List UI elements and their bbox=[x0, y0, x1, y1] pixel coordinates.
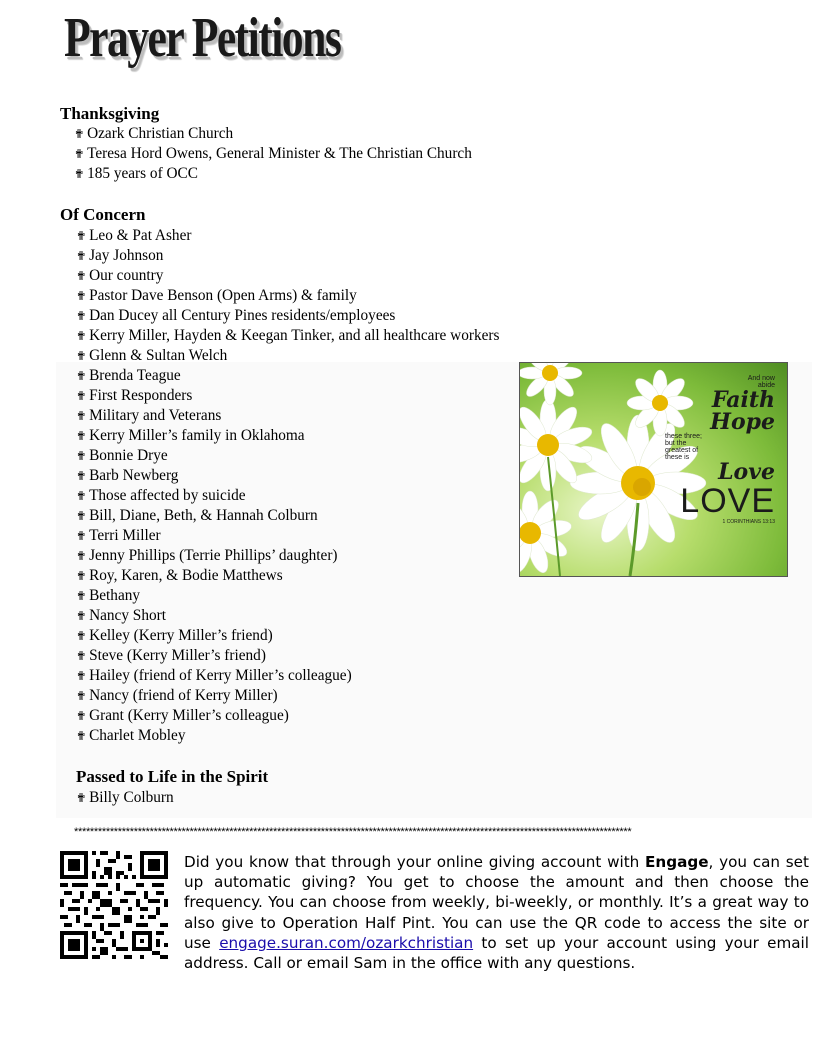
cross-icon: ✟ bbox=[76, 449, 87, 463]
list-item: ✟ Glenn & Sultan Welch bbox=[76, 347, 228, 364]
cross-icon: ✟ bbox=[76, 329, 87, 343]
list-item: ✟ Billy Colburn bbox=[76, 789, 174, 806]
list-item: ✟ Kerry Miller, Hayden & Keegan Tinker, and all healthcare workers bbox=[76, 327, 500, 344]
cross-icon: ✟ bbox=[76, 729, 87, 743]
passed-heading: Passed to Life in the Spirit bbox=[76, 767, 269, 786]
list-item: ✟ Brenda Teague bbox=[76, 367, 181, 384]
list-item: ✟ Teresa Hord Owens, General Minister & The Christian Church bbox=[74, 145, 472, 162]
list-item: ✟ Pastor Dave Benson (Open Arms) & family bbox=[76, 287, 357, 304]
list-item: ✟ Military and Veterans bbox=[76, 407, 222, 424]
list-item: ✟ Terri Miller bbox=[76, 527, 161, 544]
daisy-verse-image bbox=[519, 362, 788, 577]
engage-brand: Engage bbox=[645, 853, 709, 871]
cross-icon: ✟ bbox=[76, 791, 87, 805]
cross-icon: ✟ bbox=[76, 289, 87, 303]
cross-icon: ✟ bbox=[76, 249, 87, 263]
list-item: ✟ Grant (Kerry Miller’s colleague) bbox=[76, 707, 289, 724]
asterisk-divider: ******************************************************************************************************************************************** bbox=[74, 826, 632, 838]
list-item: ✟ Kerry Miller’s family in Oklahoma bbox=[76, 427, 305, 444]
list-item: ✟ Ozark Christian Church bbox=[74, 125, 234, 142]
cross-icon: ✟ bbox=[76, 489, 87, 503]
cross-icon: ✟ bbox=[76, 389, 87, 403]
cross-icon: ✟ bbox=[76, 629, 87, 643]
cross-icon: ✟ bbox=[74, 147, 85, 161]
list-item: ✟ Dan Ducey all Century Pines residents/employees bbox=[76, 307, 396, 324]
concern-list bbox=[76, 226, 499, 746]
cross-icon: ✟ bbox=[76, 649, 87, 663]
list-item: ✟ Bill, Diane, Beth, & Hannah Colburn bbox=[76, 507, 318, 524]
list-item: ✟ Charlet Mobley bbox=[76, 727, 186, 744]
cross-icon: ✟ bbox=[76, 429, 87, 443]
cross-icon: ✟ bbox=[76, 409, 87, 423]
engage-paragraph: Did you know that through your online giving account with Engage, you can set up automatic giving? You get to choose the amount and then choose the frequency. You can choose from weekly, bi-weekly, or monthly. It’s a great way to also give to Operation Half Pint. You can use the QR code to access the site or use engage.suran.com/ozarkchristian to set up your account using your email address. Call or email Sam in the office with any questions. bbox=[184, 853, 810, 973]
engage-link[interactable]: engage.suran.com/ozarkchristian bbox=[219, 933, 474, 952]
cross-icon: ✟ bbox=[76, 309, 87, 323]
list-item: ✟ Bonnie Drye bbox=[76, 447, 168, 464]
list-item: ✟ Leo & Pat Asher bbox=[76, 227, 192, 244]
list-item: ✟ Our country bbox=[76, 267, 164, 284]
list-item: ✟ Nancy (friend of Kerry Miller) bbox=[76, 687, 278, 704]
concern-heading: Of Concern bbox=[60, 205, 146, 224]
verse-text: And now abide Faith Hope these three; but the greatest of these is Love LOVE 1 CORINTHIANS 13:13 bbox=[665, 375, 775, 525]
list-item: ✟ Hailey (friend of Kerry Miller’s colleague) bbox=[76, 667, 352, 684]
cross-icon: ✟ bbox=[76, 229, 87, 243]
cross-icon: ✟ bbox=[74, 167, 85, 181]
cross-icon: ✟ bbox=[76, 269, 87, 283]
cross-icon: ✟ bbox=[76, 349, 87, 363]
cross-icon: ✟ bbox=[76, 529, 87, 543]
cross-icon: ✟ bbox=[76, 569, 87, 583]
list-item: ✟ Jenny Phillips (Terrie Phillips’ daughter) bbox=[76, 547, 338, 564]
cross-icon: ✟ bbox=[76, 669, 87, 683]
list-item: ✟ Bethany bbox=[76, 587, 141, 604]
qr-code[interactable] bbox=[60, 851, 168, 959]
cross-icon: ✟ bbox=[76, 369, 87, 383]
list-item: ✟ Steve (Kerry Miller’s friend) bbox=[76, 647, 266, 664]
passed-list bbox=[76, 788, 174, 808]
cross-icon: ✟ bbox=[76, 509, 87, 523]
list-item: ✟ Barb Newberg bbox=[76, 467, 179, 484]
thanksgiving-list bbox=[74, 124, 472, 184]
cross-icon: ✟ bbox=[76, 549, 87, 563]
cross-icon: ✟ bbox=[76, 709, 87, 723]
cross-icon: ✟ bbox=[76, 469, 87, 483]
list-item: ✟ Those affected by suicide bbox=[76, 487, 246, 504]
list-item: ✟ Nancy Short bbox=[76, 607, 166, 624]
thanksgiving-heading: Thanksgiving bbox=[60, 104, 160, 123]
list-item: ✟ First Responders bbox=[76, 387, 193, 404]
list-item: ✟ Kelley (Kerry Miller’s friend) bbox=[76, 627, 273, 644]
cross-icon: ✟ bbox=[76, 689, 87, 703]
page-title: Prayer Petitions bbox=[64, 7, 341, 69]
list-item: ✟ Roy, Karen, & Bodie Matthews bbox=[76, 567, 283, 584]
list-item: ✟ 185 years of OCC bbox=[74, 165, 198, 182]
cross-icon: ✟ bbox=[76, 589, 87, 603]
cross-icon: ✟ bbox=[74, 127, 85, 141]
cross-icon: ✟ bbox=[76, 609, 87, 623]
list-item: ✟ Jay Johnson bbox=[76, 247, 164, 264]
